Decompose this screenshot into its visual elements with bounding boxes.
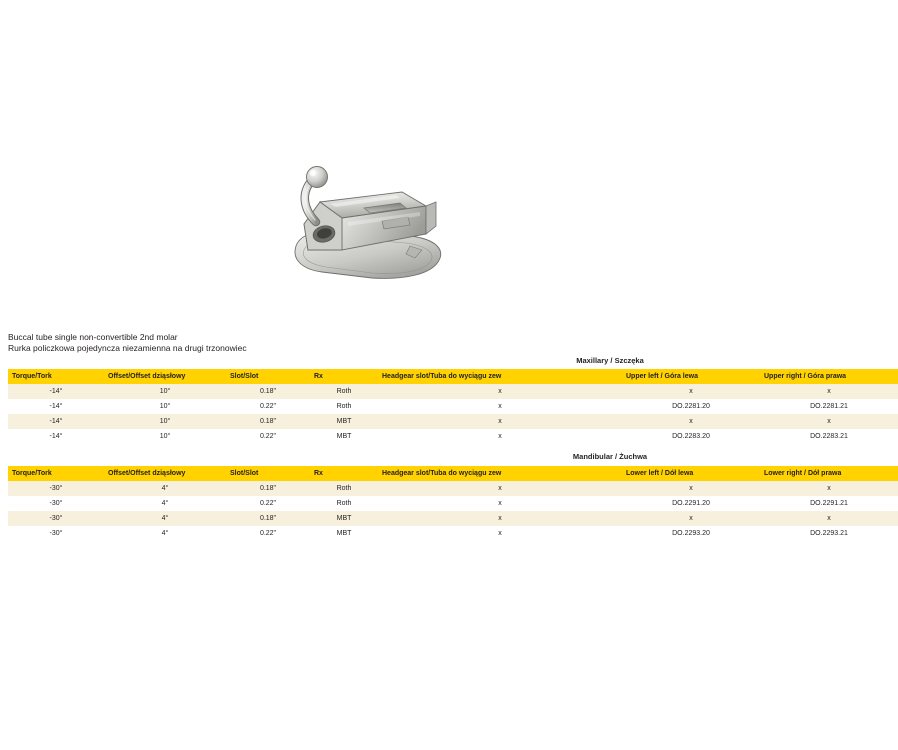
cell-upper-right: DO.2281.21 [760,399,898,414]
cell-offset: 4° [104,496,226,511]
cell-torque: -30° [8,511,104,526]
column-header-slot: Slot/Slot [226,369,310,384]
cell-headgear: x [378,481,622,496]
cell-slot: 0.22" [226,526,310,541]
cell-rx: Roth [310,481,378,496]
cell-lower-left: x [622,481,760,496]
column-header-upper-left: Upper left / Góra lewa [622,369,760,384]
cell-lower-left: DO.2293.20 [622,526,760,541]
buccal-tube-3d-illustration [260,150,490,310]
cell-rx: MBT [310,429,378,444]
cell-rx: MBT [310,414,378,429]
product-captions [8,332,428,354]
cell-headgear: x [378,414,622,429]
cell-slot: 0.18" [226,511,310,526]
cell-headgear: x [378,496,622,511]
table-header-row [8,466,898,481]
cell-upper-left: DO.2283.20 [622,429,760,444]
table-row [8,384,898,399]
cell-offset: 10° [104,399,226,414]
table-row [8,481,898,496]
cell-offset: 4° [104,481,226,496]
cell-rx: MBT [310,511,378,526]
cell-offset: 10° [104,429,226,444]
column-header-lower-left: Lower left / Dół lewa [622,466,760,481]
cell-offset: 10° [104,384,226,399]
cell-slot: 0.22" [226,496,310,511]
cell-rx: Roth [310,496,378,511]
cell-slot: 0.22" [226,399,310,414]
cell-upper-left: DO.2281.20 [622,399,760,414]
cell-torque: -30° [8,481,104,496]
column-header-lower-right: Lower right / Dół prawa [760,466,898,481]
cell-headgear: x [378,511,622,526]
table-row [8,414,898,429]
column-header-headgear-slot: Headgear slot/Tuba do wyciągu zew [378,369,622,384]
cell-torque: -14° [8,384,104,399]
table-row [8,511,898,526]
cell-lower-right: DO.2291.21 [760,496,898,511]
cell-upper-right: x [760,384,898,399]
cell-upper-right: x [760,414,898,429]
cell-upper-left: x [622,384,760,399]
cell-rx: MBT [310,526,378,541]
table-row [8,399,898,414]
cell-offset: 10° [104,414,226,429]
cell-slot: 0.18" [226,414,310,429]
cell-headgear: x [378,384,622,399]
cell-torque: -14° [8,429,104,444]
cell-slot: 0.18" [226,384,310,399]
cell-rx: Roth [310,384,378,399]
mandibular-spec-table [8,466,898,541]
cell-slot: 0.18" [226,481,310,496]
maxillary-spec-table [8,369,898,444]
cell-lower-right: x [760,511,898,526]
column-header-offset: Offset/Offset dziąsłowy [104,369,226,384]
column-header-rx: Rx [310,369,378,384]
caption-english: Buccal tube single non-convertible 2nd molar [8,332,178,342]
cell-rx: Roth [310,399,378,414]
cell-torque: -14° [8,399,104,414]
cell-torque: -14° [8,414,104,429]
cell-upper-right: DO.2283.21 [760,429,898,444]
column-header-torque: Torque/Tork [8,466,104,481]
cell-lower-right: DO.2293.21 [760,526,898,541]
table-row [8,429,898,444]
column-header-headgear-slot: Headgear slot/Tuba do wyciągu zew [378,466,622,481]
cell-headgear: x [378,526,622,541]
column-header-upper-right: Upper right / Góra prawa [760,369,898,384]
cell-headgear: x [378,429,622,444]
table-row [8,496,898,511]
column-header-torque: Torque/Tork [8,369,104,384]
maxillary-section-heading: Maxillary / Szczęka [576,356,644,365]
table-row [8,526,898,541]
cell-lower-left: x [622,511,760,526]
cell-offset: 4° [104,511,226,526]
column-header-rx: Rx [310,466,378,481]
cell-lower-right: x [760,481,898,496]
cell-offset: 4° [104,526,226,541]
cell-lower-left: DO.2291.20 [622,496,760,511]
table-header-row [8,369,898,384]
column-header-offset: Offset/Offset dziąsłowy [104,466,226,481]
cell-torque: -30° [8,496,104,511]
cell-upper-left: x [622,414,760,429]
mandibular-section-heading: Mandibular / Żuchwa [572,452,648,461]
column-header-slot: Slot/Slot [226,466,310,481]
cell-headgear: x [378,399,622,414]
caption-polish: Rurka policzkowa pojedyncza niezamienna na drugi trzonowiec [8,343,247,353]
cell-torque: -30° [8,526,104,541]
cell-slot: 0.22" [226,429,310,444]
